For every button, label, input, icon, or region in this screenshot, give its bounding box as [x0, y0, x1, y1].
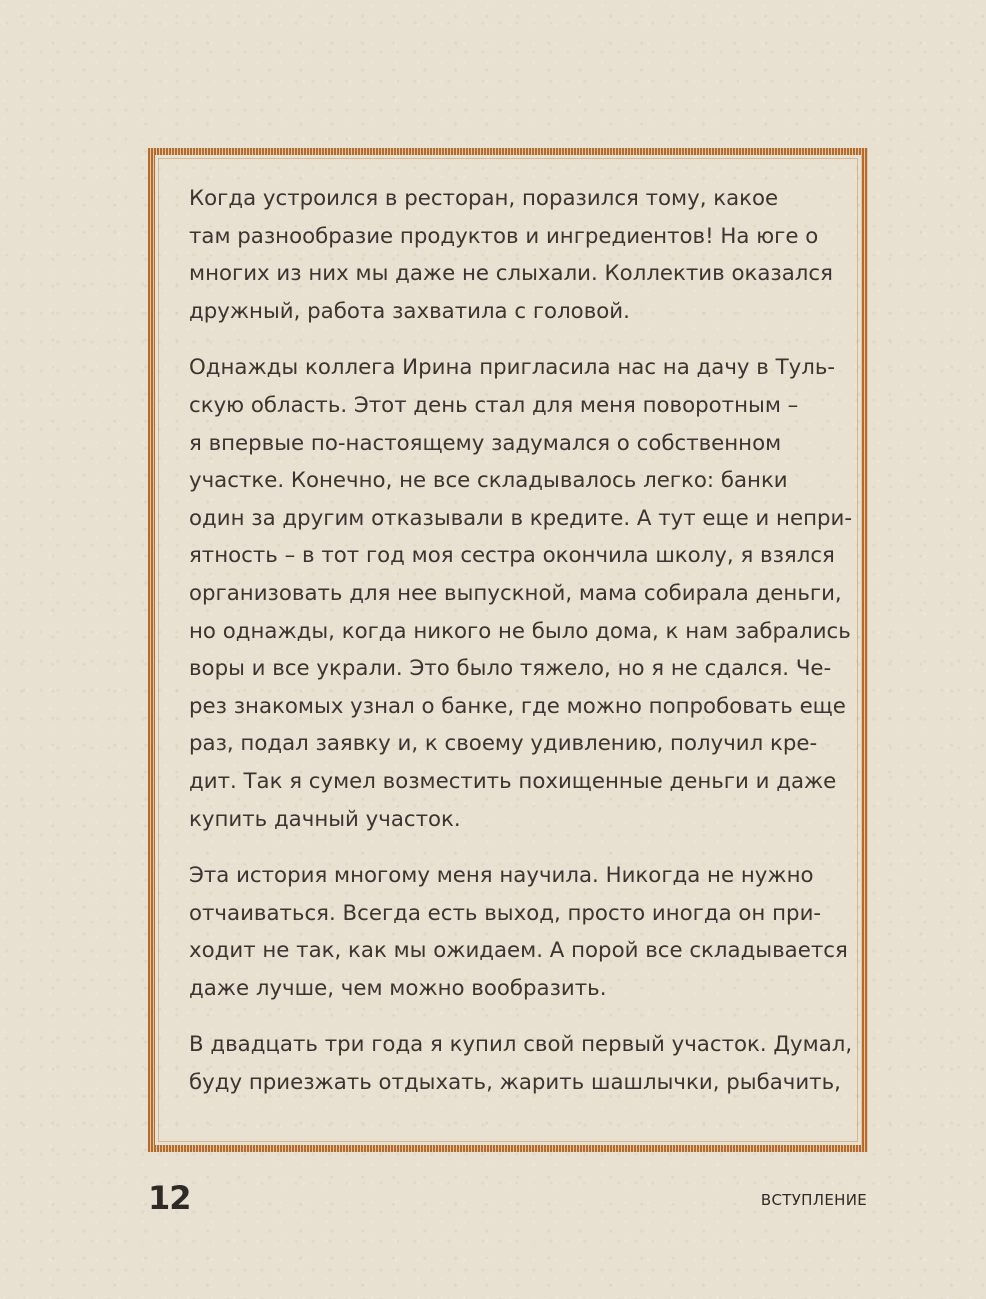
- page-number: 12: [148, 1179, 191, 1217]
- paragraph-2: [189, 349, 853, 838]
- text-line: В двадцать три года я купил свой первый участок. Думал,: [189, 1032, 853, 1058]
- text-line: скую область. Этот день стал для меня поворотным –: [189, 392, 799, 418]
- text-line: Однажды коллега Ирина пригласила нас на дачу в Туль-: [189, 355, 836, 381]
- text-line: организовать для нее выпускной, мама собирала деньги,: [189, 580, 842, 606]
- section-title: ВСТУПЛЕНИЕ: [760, 1191, 867, 1209]
- body-text: [189, 180, 853, 1121]
- text-line: один за другим отказывали в кредите. А тут еще и непри-: [189, 505, 853, 531]
- paragraph-4: [189, 1026, 853, 1101]
- paragraph-1: [189, 180, 833, 330]
- text-line: Эта история многому меня научила. Никогда не нужно: [189, 863, 814, 889]
- text-line: участке. Конечно, не все складывалось легко: банки: [189, 468, 788, 494]
- text-line: дит. Так я сумел возместить похищенные деньги и даже: [189, 768, 837, 794]
- text-line: там разнообразие продуктов и ингредиентов! На юге о: [189, 223, 819, 249]
- text-line: купить дачный участок.: [189, 806, 461, 832]
- text-line: раз, подал заявку и, к своему удивлению, получил кре-: [189, 731, 818, 757]
- text-line: дружный, работа захватила с головой.: [189, 298, 630, 324]
- text-line: ходит не так, как мы ожидаем. А порой все складывается: [189, 938, 848, 964]
- text-line: даже лучше, чем можно вообразить.: [189, 975, 607, 1001]
- text-line: буду приезжать отдыхать, жарить шашлычки, рыбачить,: [189, 1070, 841, 1096]
- paragraph-3: [189, 857, 848, 1007]
- text-line: отчаиваться. Всегда есть выход, просто иногда он при-: [189, 900, 822, 926]
- text-line: но однажды, когда никого не было дома, к нам забрались: [189, 618, 851, 644]
- text-line: многих из них мы даже не слыхали. Коллектив оказался: [189, 261, 833, 287]
- text-line: Когда устроился в ресторан, поразился тому, какое: [189, 186, 779, 211]
- text-line: воры и все украли. Это было тяжело, но я не сдался. Че-: [189, 656, 832, 682]
- text-line: ятность – в тот год моя сестра окончила школу, я взялся: [189, 543, 835, 569]
- text-line: рез знакомых узнал о банке, где можно попробовать еще: [189, 693, 846, 719]
- text-line: я впервые по-настоящему задумался о собственном: [189, 430, 782, 456]
